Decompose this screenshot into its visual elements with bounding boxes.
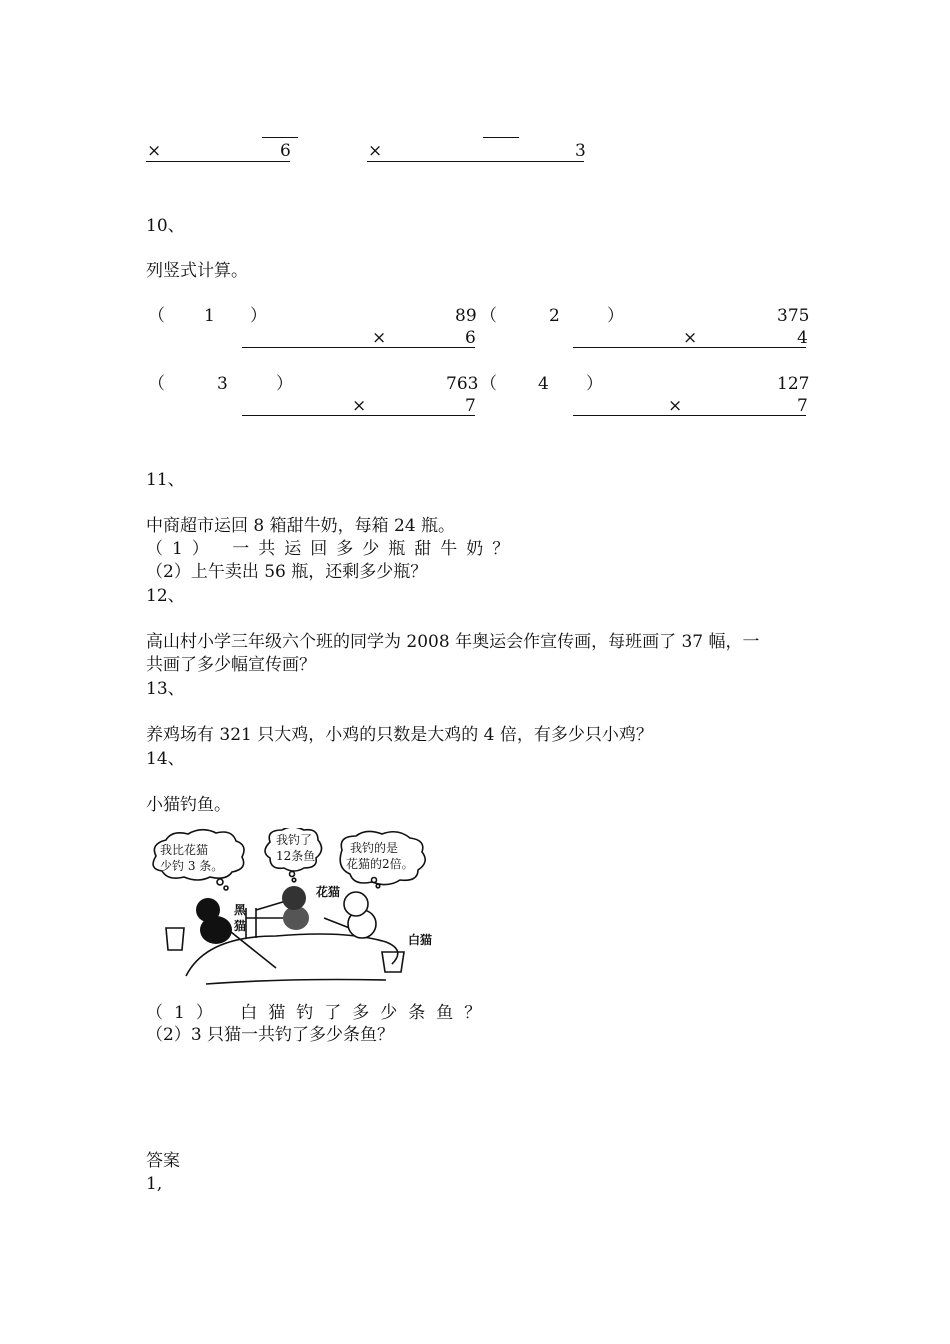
thought-dot	[376, 884, 380, 888]
q10-item4-open: （	[480, 374, 497, 394]
q12-line2: 共画了多少幅宣传画？	[146, 655, 316, 675]
q14-number: 14、	[146, 749, 185, 769]
q13-number: 13、	[146, 679, 185, 699]
answers-first: 1,	[146, 1174, 163, 1194]
black-cat-head	[196, 898, 220, 922]
q10-item1-close: ）	[250, 306, 267, 326]
top-right-times: ×	[368, 141, 383, 161]
q10-item2-line	[573, 347, 806, 348]
bubble1-line1: 我比花猫	[160, 843, 209, 857]
thought-dot	[292, 878, 296, 882]
q10-item1-line	[242, 347, 475, 348]
q10-item2-close: ）	[607, 306, 624, 326]
q10-item3-a: 763	[446, 374, 479, 394]
white-cat-head	[344, 892, 368, 916]
label-black-cat-2: 猫	[234, 919, 247, 933]
top-left-value: 6	[280, 141, 291, 161]
bubble1-line2: 少钓 3 条。	[160, 859, 224, 873]
q10-item3-times: ×	[352, 396, 367, 416]
q10-item4-times: ×	[668, 396, 683, 416]
q12-number: 12、	[146, 586, 185, 606]
q10-item4-close: ）	[586, 374, 603, 394]
label-black-cat-1: 黑	[234, 903, 247, 917]
cats-fishing-illustration	[146, 828, 446, 986]
q10-item1-open: （	[148, 306, 165, 326]
q10-item3-close: ）	[276, 374, 293, 394]
top-left-result-line	[146, 161, 290, 162]
q10-item3-b: 7	[465, 396, 476, 416]
q10-item1-times: ×	[372, 328, 387, 348]
q11-sub2: （2）上午卖出 56 瓶，还剩多少瓶？	[146, 562, 428, 582]
ground-line	[206, 980, 386, 985]
q14-title: 小猫钓鱼。	[146, 795, 231, 815]
q10-item1-b: 6	[465, 328, 476, 348]
top-left-short-line	[262, 137, 298, 138]
thought-dot	[217, 879, 223, 885]
bubble3-line1: 我钓的是	[350, 841, 399, 855]
q10-item1-a: 89	[455, 306, 477, 326]
bubble3-line2: 花猫的2倍。	[346, 857, 414, 871]
q10-item1-index: 1	[204, 306, 215, 326]
bubble2-line1: 我钓了	[276, 833, 313, 847]
q10-item4-line	[573, 415, 806, 416]
label-white-cat: 白猫	[408, 933, 433, 947]
q10-instruction: 列竖式计算。	[146, 261, 248, 281]
q11-number: 11、	[146, 470, 185, 490]
label-flower-cat: 花猫	[316, 885, 341, 899]
thought-dot	[224, 886, 228, 890]
q10-item2-open: （	[480, 306, 497, 326]
q10-item2-index: 2	[549, 306, 560, 326]
thought-dot	[372, 878, 377, 883]
q11-sub1: （1） 一共运回多少瓶甜牛奶？	[146, 539, 519, 559]
flower-cat-head	[282, 886, 306, 910]
q10-item3-index: 3	[217, 374, 228, 394]
bucket	[166, 928, 184, 950]
bubble2-line2: 12条鱼	[276, 849, 316, 863]
q10-number: 10、	[146, 216, 185, 236]
top-right-short-line	[483, 137, 519, 138]
q10-item4-index: 4	[538, 374, 549, 394]
q10-item2-b: 4	[797, 328, 808, 348]
q10-item3-open: （	[148, 374, 165, 394]
q14-sub1: （1） 白猫钓了多少条鱼？	[146, 1003, 493, 1023]
top-left-times: ×	[147, 141, 162, 161]
q10-item4-a: 127	[777, 374, 810, 394]
q11-text: 中商超市运回 8 箱甜牛奶，每箱 24 瓶。	[146, 516, 456, 536]
thought-dot	[290, 872, 295, 877]
top-right-value: 3	[575, 141, 586, 161]
answers-heading: 答案	[146, 1151, 180, 1171]
q10-item2-times: ×	[683, 328, 698, 348]
q13-text: 养鸡场有 321 只大鸡，小鸡的只数是大鸡的 4 倍，有多少只小鸡？	[146, 725, 653, 745]
q12-line1: 高山村小学三年级六个班的同学为 2008 年奥运会作宣传画，每班画了 37 幅，一	[146, 632, 760, 652]
q10-item2-a: 375	[777, 306, 810, 326]
q14-sub2: （2）3 只猫一共钓了多少条鱼？	[146, 1025, 395, 1045]
top-right-result-line	[367, 161, 584, 162]
q10-item4-b: 7	[797, 396, 808, 416]
q10-item3-line	[242, 415, 475, 416]
